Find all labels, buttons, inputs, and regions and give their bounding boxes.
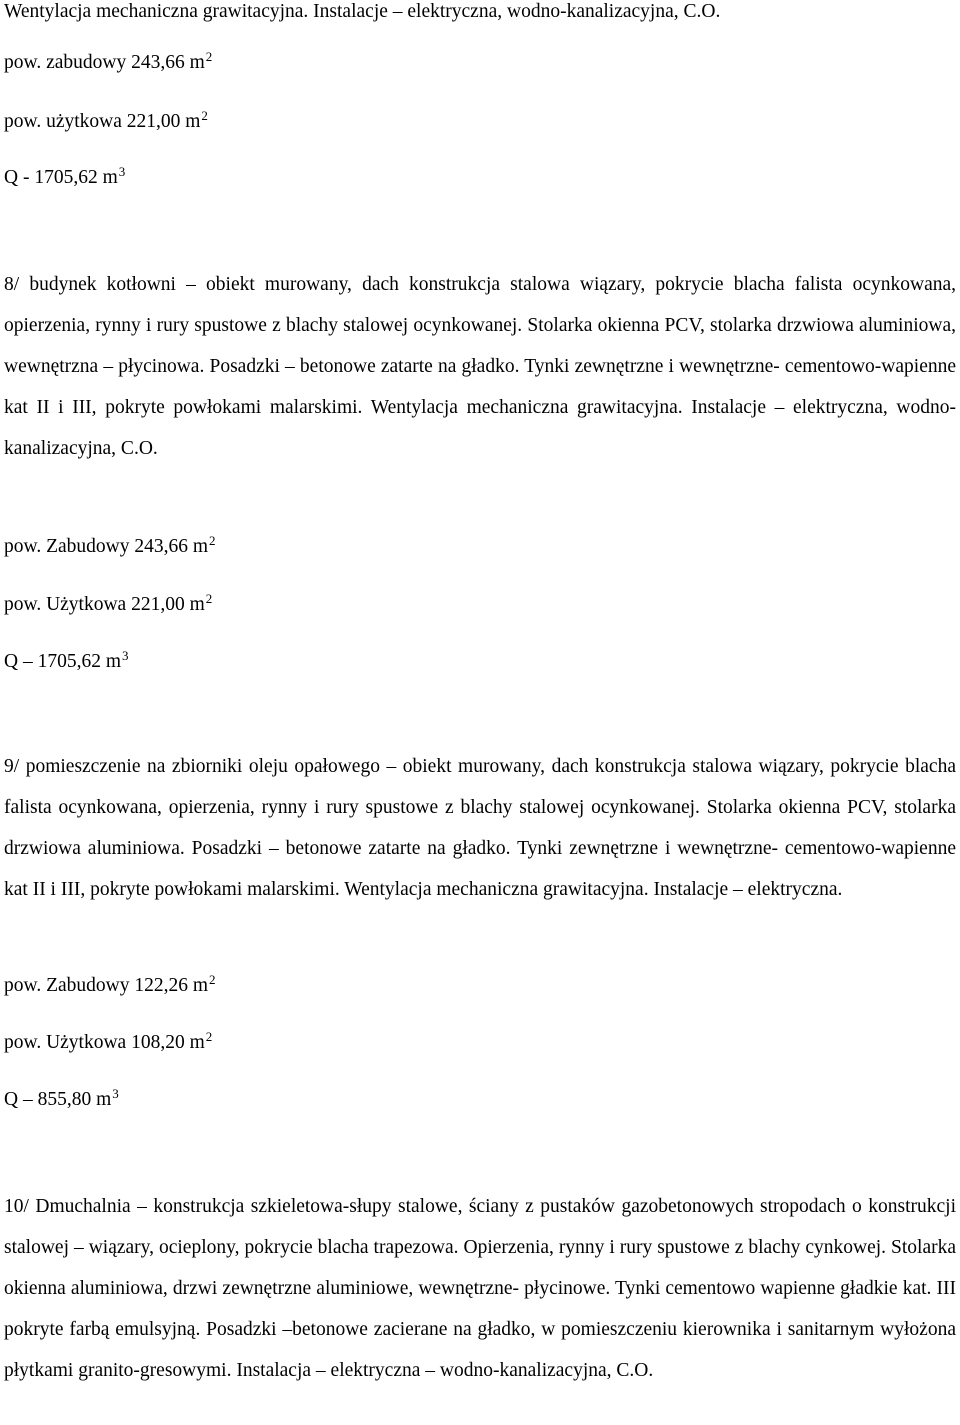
volume-exponent: 3 [122, 648, 129, 663]
paragraph-9-oil-tank-room: 9/ pomieszczenie na zbiorniki oleju opałowego – obiekt murowany, dach konstrukcja stalowa wiązary, pokrycie blacha falista ocynkowana, opierzenia, rynny i rury spustowe z blachy stalowej ocynkowanej. Stolarka okienna PCV, stolarka drzwiowa aluminiowa. Posadzki – betonowe zatarte na gładko. Tynki zewnętrzne i wewnętrzne- cementowo-wapienne kat II i III, pokryte powłokami malarskimi. Wentylacja mechaniczna grawitacyjna. Instalacje – elektryczna. [4, 756, 956, 900]
paragraph-8-boiler-house: 8/ budynek kotłowni – obiekt murowany, dach konstrukcja stalowa wiązary, pokrycie blacha falista ocynkowana, opierzenia, rynny i rury spustowe z blachy stalowej ocynkowanej. Stolarka okienna PCV, stolarka drzwiowa aluminiowa, wewnętrzna – płycinowa. Posadzki – betonowe zatarte na gładko. Tynki zewnętrzne i wewnętrzne- cementowo-wapienne kat II i III, pokryte powłokami malarskimi. Wentylacja mechaniczna grawitacyjna. Instalacje – elektryczna, wodno-kanalizacyjna, C.O. [4, 274, 956, 459]
area-usable-line [4, 110, 208, 134]
volume-text: Q – 855,80 m [4, 1089, 112, 1110]
area-built-text: pow. Zabudowy 243,66 m [4, 536, 209, 557]
area-usable-exponent: 2 [201, 108, 208, 123]
area-usable-text: pow. Użytkowa 108,20 m [4, 1032, 205, 1053]
continuation-line: Wentylacja mechaniczna grawitacyjna. Instalacje – elektryczna, wodno-kanalizacyjna, C.O. [4, 1, 721, 22]
area-built-text: pow. zabudowy 243,66 m [4, 52, 205, 73]
paragraph-10-blower-house: 10/ Dmuchalnia – konstrukcja szkieletowa-słupy stalowe, ściany z pustaków gazobetonowych stropodach o konstrukcji stalowej – wiązary, ocieplony, pokrycie blacha trapezowa. Opierzenia, rynny i rury spustowe z blachy cynkowej. Stolarka okienna aluminiowa, drzwi zewnętrzne aluminiowe, wewnętrzne- płycinowe. Tynki cementowo wapienne gładkie kat. III pokryte farbą emulsyjną. Posadzki –betonowe zacierane na gładko, w pomieszczeniu kierownika i sanitarnym wyłożona płytkami granito-gresowymi. Instalacja – elektryczna – wodno-kanalizacyjna, C.O. [4, 1196, 956, 1381]
volume-text: Q – 1705,62 m [4, 651, 121, 672]
area-usable-exponent: 2 [205, 1029, 213, 1044]
area-usable-exponent: 2 [205, 591, 213, 606]
area-usable-text: pow. Użytkowa 221,00 m [4, 594, 205, 615]
area-built-line [4, 51, 212, 75]
area-built-exponent: 2 [209, 972, 216, 987]
area-usable-text: pow. użytkowa 221,00 m [4, 111, 201, 132]
volume-exponent: 3 [112, 1086, 119, 1101]
area-built-text: pow. Zabudowy 122,26 m [4, 975, 209, 996]
volume-line [4, 1088, 119, 1112]
area-usable-line [4, 1031, 212, 1055]
volume-line [4, 650, 129, 674]
area-built-exponent: 2 [205, 49, 213, 64]
area-usable-line [4, 593, 212, 617]
volume-line [4, 166, 125, 190]
area-built-line [4, 535, 216, 559]
area-built-line [4, 974, 216, 998]
volume-text: Q - 1705,62 m [4, 167, 118, 188]
volume-exponent: 3 [118, 164, 126, 179]
area-built-exponent: 2 [209, 533, 216, 548]
